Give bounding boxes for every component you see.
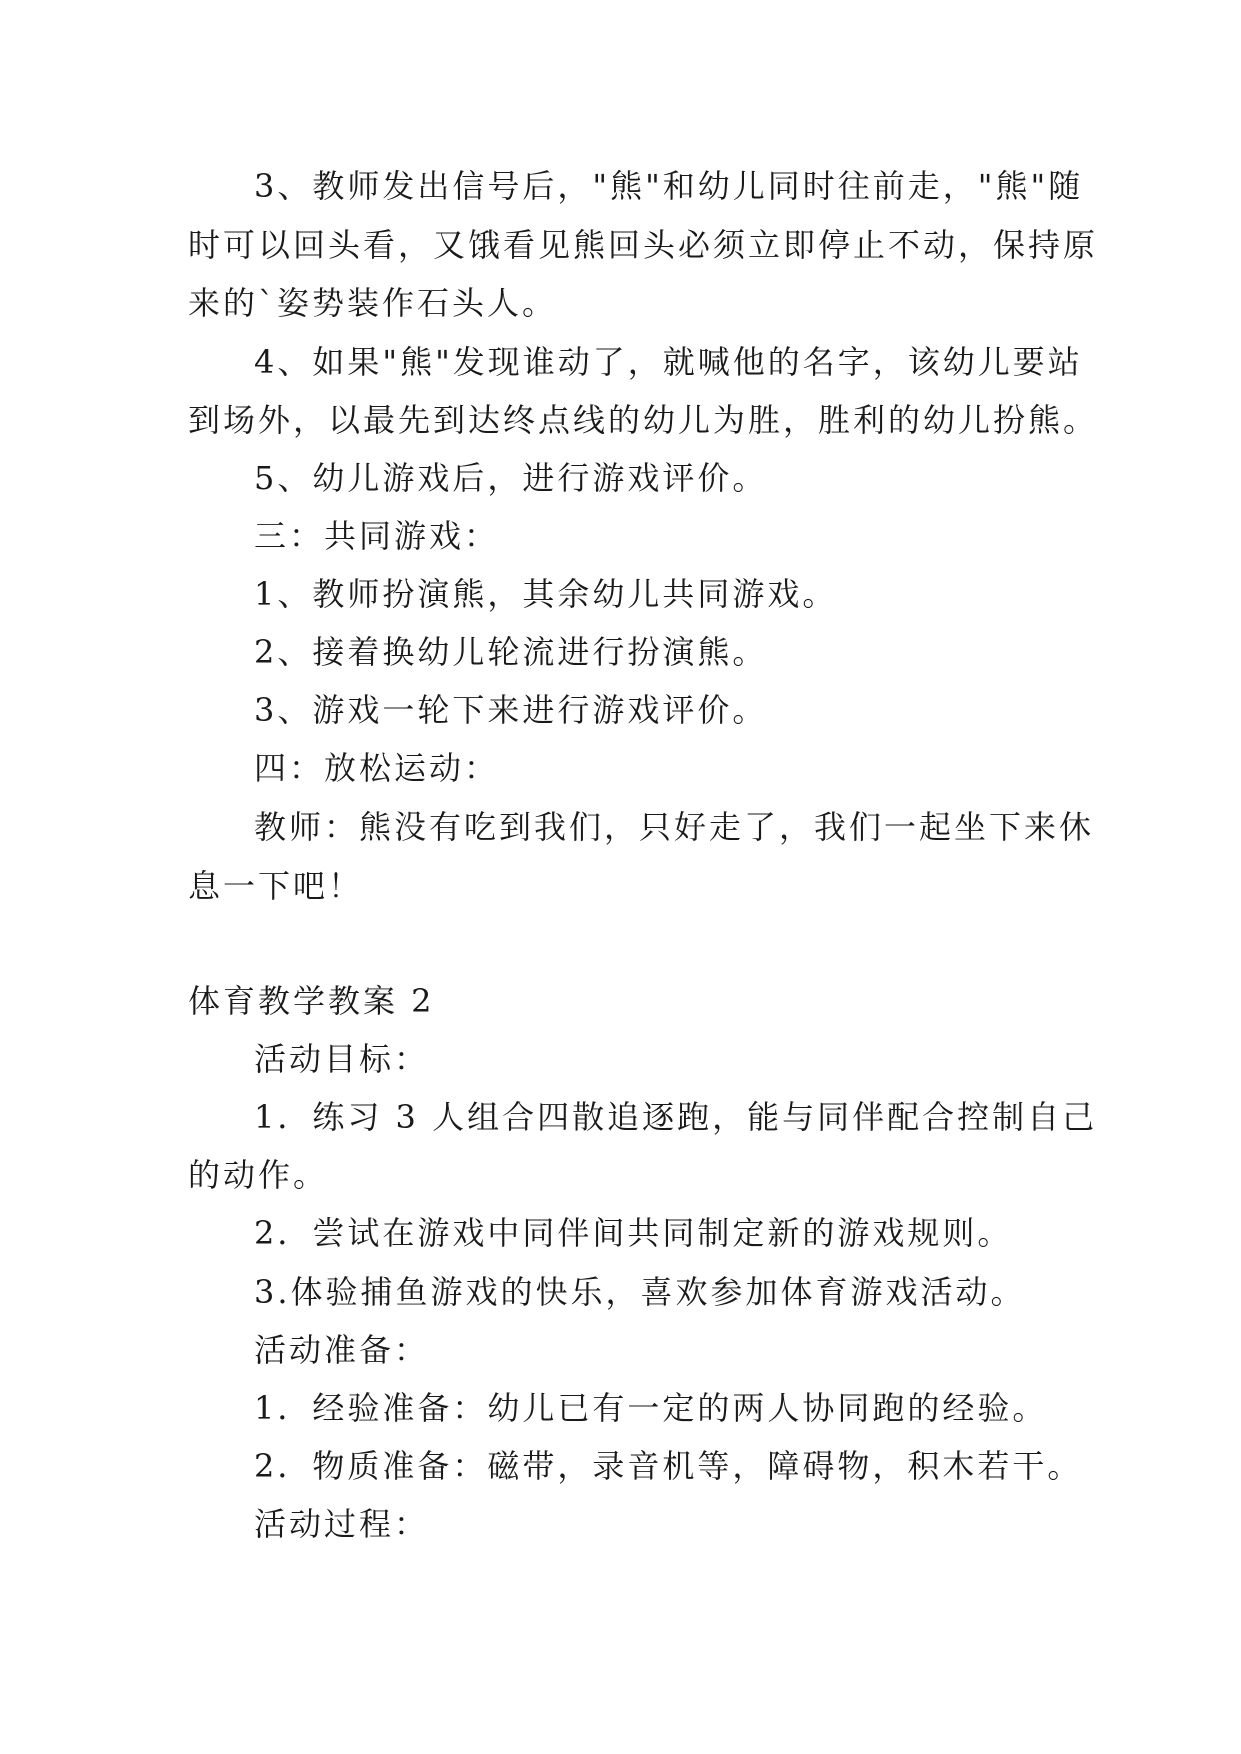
section-heading: 三：共同游戏： <box>254 517 500 555</box>
text-line: 时可以回头看，又饿看见熊回头必须立即停止不动，保持原 <box>188 226 1099 264</box>
text-line: 5、幼儿游戏后，进行游戏评价。 <box>254 459 768 497</box>
document-title: 体育教学教案 2 <box>188 982 435 1020</box>
text-line: 2．尝试在游戏中同伴间共同制定新的游戏规则。 <box>254 1214 1013 1252</box>
text-line: 2、接着换幼儿轮流进行扮演熊。 <box>254 633 768 671</box>
section-heading: 活动准备： <box>254 1331 430 1369</box>
text-line: 的动作。 <box>188 1156 329 1194</box>
text-line: 来的`姿势装作石头人。 <box>188 284 558 322</box>
text-line: 教师：熊没有吃到我们，只好走了，我们一起坐下来休 <box>254 808 1095 846</box>
text-line: 3.体验捕鱼游戏的快乐，喜欢参加体育游戏活动。 <box>254 1273 1026 1311</box>
text-line: 1．练习 3 人组合四散追逐跑，能与同伴配合控制自己 <box>254 1098 1098 1136</box>
text-line: 2．物质准备：磁带，录音机等，障碍物，积木若干。 <box>254 1447 1083 1485</box>
text-line: 息一下吧！ <box>188 867 364 905</box>
text-line: 1、教师扮演熊，其余幼儿共同游戏。 <box>254 575 838 613</box>
text-line: 4、如果"熊"发现谁动了，就喊他的名字，该幼儿要站 <box>254 343 1083 381</box>
section-heading: 活动目标： <box>254 1040 430 1078</box>
text-line: 3、游戏一轮下来进行游戏评价。 <box>254 691 768 729</box>
text-line: 到场外，以最先到达终点线的幼儿为胜，胜利的幼儿扮熊。 <box>188 401 1099 439</box>
section-heading: 活动过程： <box>254 1505 430 1543</box>
section-heading: 四：放松运动： <box>254 749 500 787</box>
text-line: 3、教师发出信号后，"熊"和幼儿同时往前走，"熊"随 <box>254 167 1084 205</box>
text-line: 1．经验准备：幼儿已有一定的两人协同跑的经验。 <box>254 1389 1048 1427</box>
